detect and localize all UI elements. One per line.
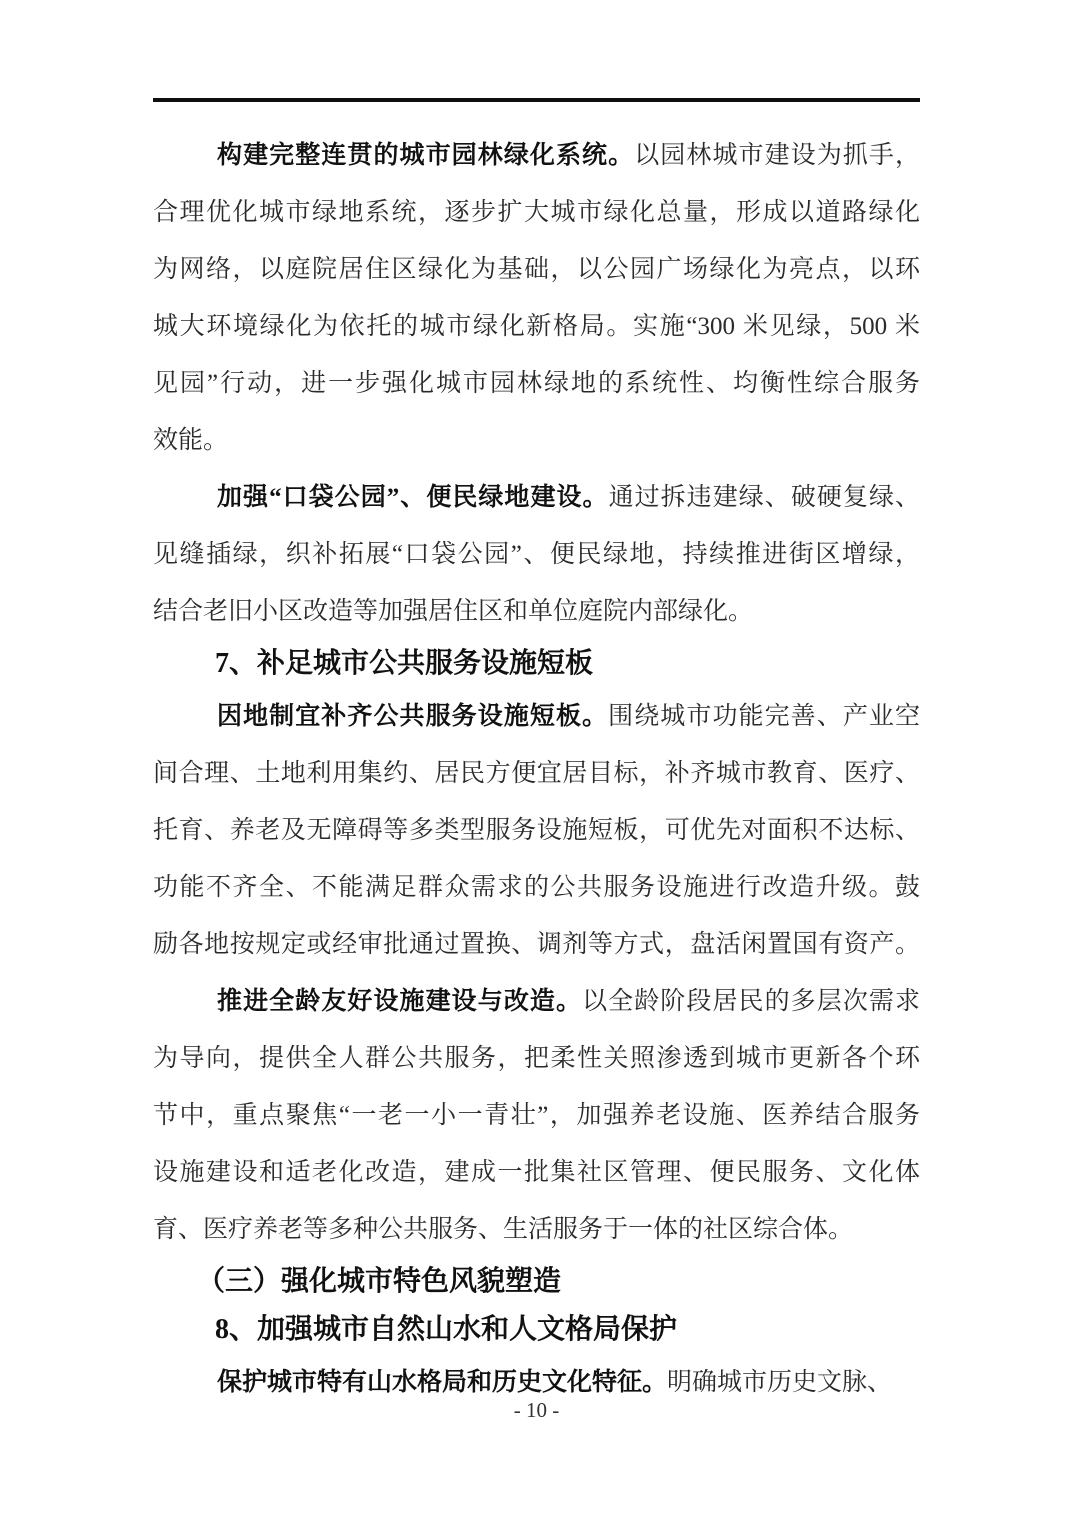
body-text: 为导向，提供全人群公共服务，把柔性关照渗透到城市更新各个环: [153, 1045, 920, 1072]
body-text: 效能。: [153, 427, 229, 454]
document-body: [153, 127, 920, 1411]
lead-emphasis: 构建完整连贯的城市园林绿化系统。: [217, 142, 635, 169]
text-line: [153, 859, 920, 916]
body-text: 结合老旧小区改造等加强居住区和单位庭院内部绿化。: [153, 598, 754, 625]
text-line: [153, 1201, 920, 1258]
body-text: 以全龄阶段居民的多层次需求: [582, 988, 920, 1015]
section-heading: [153, 1258, 920, 1306]
page-number: - 10 -: [513, 1398, 560, 1422]
body-text: 见缝插绿，织补拓展“口袋公园”、便民绿地，持续推进街区增绿，: [153, 541, 920, 568]
body-text: 育、医疗养老等多种公共服务、生活服务于一体的社区综合体。: [153, 1216, 854, 1243]
text-line: [153, 583, 920, 640]
body-text: 间合理、土地利用集约、居民方便宜居目标，补齐城市教育、医疗、: [153, 760, 920, 787]
body-text: 节中，重点聚焦“一老一小一青壮”，加强养老设施、医养结合服务: [153, 1102, 920, 1129]
lead-emphasis: 保护城市特有山水格局和历史文化特征。: [217, 1369, 668, 1396]
body-text: 城大环境绿化为依托的城市绿化新格局。实施“300 米见绿，500 米: [153, 313, 920, 340]
heading-text: 8、加强城市自然山水和人文格局保护: [215, 1314, 678, 1345]
heading-text: 7、补足城市公共服务设施短板: [215, 648, 594, 679]
header-rule: [153, 98, 920, 102]
lead-emphasis: 因地制宜补齐公共服务设施短板。: [217, 703, 609, 730]
section-heading: [153, 640, 920, 688]
text-line: [153, 355, 920, 412]
body-text: 功能不齐全、不能满足群众需求的公共服务设施进行改造升级。鼓: [153, 874, 920, 901]
text-line: [153, 1087, 920, 1144]
body-text: 励各地按规定或经审批通过置换、调剂等方式，盘活闲置国有资产。: [153, 931, 920, 958]
text-line: [153, 688, 920, 745]
lead-emphasis: 加强“口袋公园”、便民绿地建设。: [217, 484, 609, 511]
body-text: 设施建设和适老化改造，建成一批集社区管理、便民服务、文化体: [153, 1159, 920, 1186]
text-line: [153, 526, 920, 583]
text-line: [153, 298, 920, 355]
text-line: [153, 745, 920, 802]
heading-text: （三）强化城市特色风貌塑造: [197, 1266, 562, 1297]
section-heading: [153, 1306, 920, 1354]
text-line: [153, 916, 920, 973]
body-text: 见园”行动，进一步强化城市园林绿地的系统性、均衡性综合服务: [153, 370, 920, 397]
body-text: 为网络，以庭院居住区绿化为基础，以公园广场绿化为亮点，以环: [153, 256, 920, 283]
text-line: [153, 241, 920, 298]
body-text: 围绕城市功能完善、产业空: [608, 703, 920, 730]
body-text: 托育、养老及无障碍等多类型服务设施短板，可优先对面积不达标、: [153, 817, 920, 844]
body-text: 明确城市历史文脉、: [667, 1369, 893, 1396]
text-line: [153, 469, 920, 526]
text-line: [153, 973, 920, 1030]
text-line: [153, 1144, 920, 1201]
body-text: 以园林城市建设为抓手，: [634, 142, 920, 169]
body-text: 通过拆违建绿、破硬复绿、: [608, 484, 920, 511]
text-line: [153, 802, 920, 859]
text-line: [153, 412, 920, 469]
text-line: [153, 184, 920, 241]
body-text: 合理优化城市绿地系统，逐步扩大城市绿化总量，形成以道路绿化: [153, 199, 920, 226]
lead-emphasis: 推进全龄友好设施建设与改造。: [217, 988, 583, 1015]
text-line: [153, 1030, 920, 1087]
text-line: [153, 127, 920, 184]
